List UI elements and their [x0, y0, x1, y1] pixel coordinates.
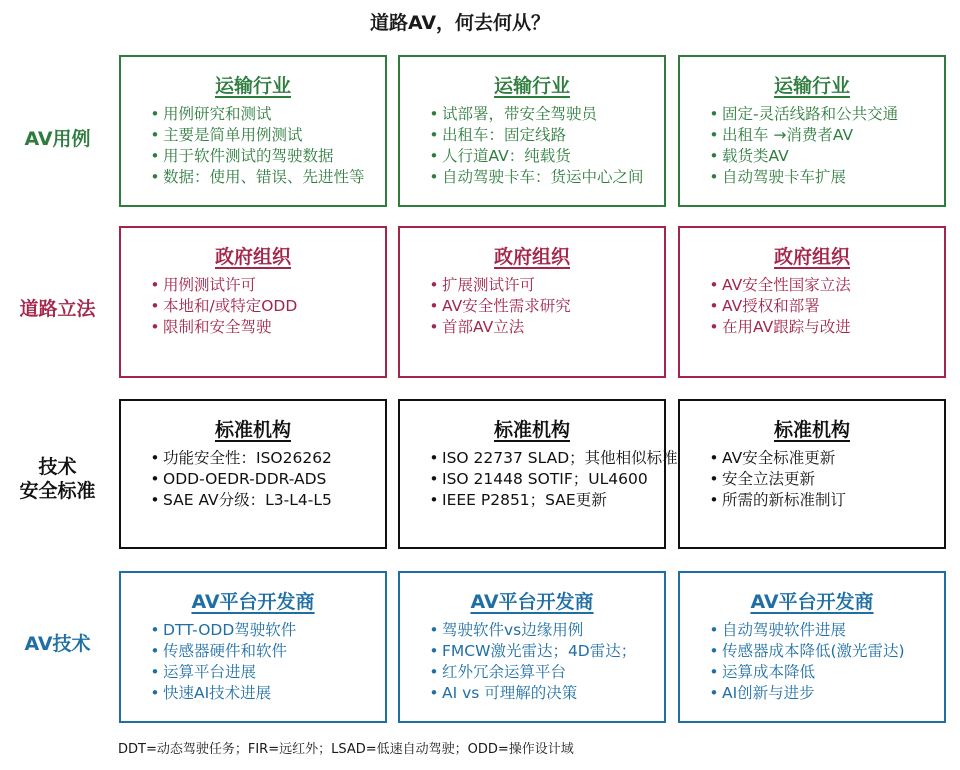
- bullet-list: [680, 104, 944, 188]
- bullet-item: [147, 662, 385, 683]
- bullet-icon: •: [429, 126, 439, 144]
- row-label: 道路立法: [19, 298, 96, 320]
- bullet-text: 功能安全性：ISO26262: [163, 449, 332, 467]
- bullet-text: DTT-ODD驾驶软件: [163, 621, 297, 639]
- bullet-item: [706, 104, 944, 125]
- bullet-text: AV安全标准更新: [722, 449, 836, 467]
- bullet-icon: •: [150, 105, 160, 123]
- bullet-icon: •: [709, 621, 719, 639]
- bullet-icon: •: [709, 126, 719, 144]
- bullet-item: [147, 125, 385, 146]
- bullet-icon: •: [150, 126, 160, 144]
- bullet-list: [121, 104, 385, 188]
- box-heading: 政府组织: [493, 246, 570, 268]
- stage-box: [678, 226, 946, 378]
- stage-box: [398, 399, 678, 549]
- bullet-text: 本地和/或特定ODD: [163, 297, 298, 315]
- bullet-icon: •: [150, 684, 160, 702]
- bullet-icon: •: [150, 621, 160, 639]
- bullet-item: [706, 275, 944, 296]
- stage-box: [119, 399, 387, 549]
- bullet-item: [426, 490, 664, 511]
- bullet-item: [706, 620, 944, 641]
- bullet-text: ODD-OEDR-DDR-ADS: [163, 470, 327, 488]
- box-heading: 政府组织: [773, 246, 850, 268]
- bullet-item: [706, 641, 944, 662]
- bullet-list: [121, 448, 385, 511]
- stage-box: [119, 571, 387, 723]
- bullet-text: 限制和安全驾驶: [163, 318, 272, 336]
- bullet-icon: •: [429, 621, 439, 639]
- bullet-text: ISO 22737 SLAD；其他相似标准: [442, 449, 678, 467]
- bullet-icon: •: [429, 491, 439, 509]
- bullet-icon: •: [709, 318, 719, 336]
- bullet-text: 载货类AV: [722, 147, 789, 165]
- bullet-icon: •: [709, 276, 719, 294]
- box-heading: 政府组织: [214, 246, 291, 268]
- bullet-list: [400, 448, 678, 511]
- bullet-text: 自动驾驶卡车：货运中心之间: [442, 168, 644, 186]
- bullet-text: 快速AI技术进展: [163, 684, 272, 702]
- row-label: AV技术: [24, 633, 91, 655]
- bullet-icon: •: [429, 147, 439, 165]
- row-label: AV用例: [24, 128, 91, 150]
- bullet-icon: •: [429, 168, 439, 186]
- bullet-icon: •: [429, 276, 439, 294]
- bullet-item: [426, 662, 664, 683]
- bullet-item: [426, 448, 678, 469]
- bullet-text: 所需的新标准制订: [722, 491, 847, 509]
- bullet-text: 传感器成本降低(激光雷达): [722, 642, 905, 660]
- bullet-icon: •: [709, 663, 719, 681]
- footnote: DDT=动态驾驶任务；FIR=远红外；LSAD=低速自动驾驶；ODD=操作设计域: [118, 742, 574, 757]
- bullet-list: [400, 275, 664, 338]
- bullet-icon: •: [429, 297, 439, 315]
- bullet-item: [147, 167, 385, 188]
- bullet-icon: •: [429, 470, 439, 488]
- box-heading: 标准机构: [773, 419, 850, 441]
- bullet-text: 出租车 →消费者AV: [722, 126, 854, 144]
- bullet-list: [400, 620, 664, 704]
- bullet-item: [147, 448, 385, 469]
- bullet-item: [426, 620, 664, 641]
- bullet-icon: •: [709, 491, 719, 509]
- bullet-text: AV授权和部署: [722, 297, 820, 315]
- bullet-icon: •: [429, 105, 439, 123]
- stage-box: [398, 226, 666, 378]
- stage-box: [678, 571, 946, 723]
- bullet-icon: •: [150, 491, 160, 509]
- stage-box: [398, 571, 666, 723]
- bullet-icon: •: [709, 684, 719, 702]
- bullet-text: 在用AV跟踪与改进: [722, 318, 851, 336]
- bullet-item: [147, 641, 385, 662]
- bullet-item: [147, 620, 385, 641]
- bullet-text: 运算平台进展: [163, 663, 257, 681]
- box-heading: 运输行业: [493, 75, 570, 97]
- bullet-item: [706, 296, 944, 317]
- bullet-icon: •: [150, 470, 160, 488]
- bullet-icon: •: [709, 470, 719, 488]
- bullet-list: [121, 275, 385, 338]
- bullet-text: 自动驾驶软件进展: [722, 621, 847, 639]
- bullet-icon: •: [429, 318, 439, 336]
- box-heading: AV平台开发商: [470, 591, 594, 613]
- bullet-icon: •: [150, 449, 160, 467]
- bullet-item: [147, 317, 385, 338]
- bullet-icon: •: [150, 663, 160, 681]
- bullet-text: SAE AV分级：L3-L4-L5: [163, 491, 332, 509]
- bullet-list: [680, 620, 944, 704]
- box-heading: AV平台开发商: [191, 591, 315, 613]
- bullet-item: [426, 296, 664, 317]
- row-label-line: 技术: [38, 456, 77, 478]
- bullet-icon: •: [150, 642, 160, 660]
- stage-box: [678, 55, 946, 207]
- bullet-icon: •: [709, 147, 719, 165]
- bullet-text: 主要是简单用例测试: [163, 126, 303, 144]
- bullet-text: 人行道AV：纯载货: [442, 147, 571, 165]
- bullet-text: 驾驶软件vs边缘用例: [442, 621, 584, 639]
- bullet-text: 用例测试许可: [163, 276, 257, 294]
- box-heading: 运输行业: [214, 75, 291, 97]
- bullet-item: [426, 104, 664, 125]
- bullet-text: AI创新与进步: [722, 684, 815, 702]
- bullet-text: 固定-灵活线路和公共交通: [722, 105, 899, 123]
- bullet-item: [147, 490, 385, 511]
- bullet-text: AV安全性国家立法: [722, 276, 851, 294]
- bullet-icon: •: [709, 105, 719, 123]
- bullet-icon: •: [709, 297, 719, 315]
- bullet-item: [706, 125, 944, 146]
- bullet-text: ISO 21448 SOTIF；UL4600: [442, 470, 648, 488]
- bullet-item: [147, 469, 385, 490]
- box-heading: 运输行业: [773, 75, 850, 97]
- bullet-item: [706, 317, 944, 338]
- bullet-icon: •: [429, 684, 439, 702]
- bullet-text: IEEE P2851；SAE更新: [442, 491, 607, 509]
- bullet-item: [706, 683, 944, 704]
- bullet-text: AV安全性需求研究: [442, 297, 571, 315]
- bullet-icon: •: [150, 168, 160, 186]
- bullet-icon: •: [429, 449, 439, 467]
- box-heading: 标准机构: [214, 419, 291, 441]
- stage-box: [119, 226, 387, 378]
- bullet-item: [426, 167, 664, 188]
- box-heading: 标准机构: [493, 419, 570, 441]
- bullet-text: 安全立法更新: [722, 470, 816, 488]
- bullet-text: 传感器硬件和软件: [163, 642, 288, 660]
- bullet-item: [706, 167, 944, 188]
- row-label: [0, 456, 115, 504]
- bullet-item: [147, 146, 385, 167]
- stage-box: [119, 55, 387, 207]
- bullet-icon: •: [709, 168, 719, 186]
- bullet-list: [680, 448, 944, 511]
- bullet-text: 扩展测试许可: [442, 276, 536, 294]
- bullet-item: [426, 125, 664, 146]
- bullet-item: [426, 683, 664, 704]
- bullet-icon: •: [429, 663, 439, 681]
- box-heading: AV平台开发商: [750, 591, 874, 613]
- bullet-list: [680, 275, 944, 338]
- bullet-item: [706, 490, 944, 511]
- bullet-item: [706, 469, 944, 490]
- bullet-text: 红外冗余运算平台: [442, 663, 567, 681]
- bullet-item: [706, 146, 944, 167]
- bullet-item: [147, 296, 385, 317]
- stage-box: [678, 399, 946, 549]
- bullet-icon: •: [709, 449, 719, 467]
- bullet-item: [147, 104, 385, 125]
- stage-box: [398, 55, 666, 207]
- bullet-icon: •: [150, 318, 160, 336]
- bullet-icon: •: [709, 642, 719, 660]
- bullet-list: [400, 104, 664, 188]
- bullet-item: [426, 146, 664, 167]
- bullet-item: [706, 662, 944, 683]
- bullet-text: FMCW激光雷达；4D雷达；: [442, 642, 637, 660]
- bullet-item: [147, 683, 385, 704]
- bullet-text: 运算成本降低: [722, 663, 816, 681]
- bullet-text: 试部署，带安全驾驶员: [442, 105, 598, 123]
- bullet-icon: •: [150, 297, 160, 315]
- bullet-text: 用于软件测试的驾驶数据: [163, 147, 334, 165]
- bullet-icon: •: [429, 642, 439, 660]
- bullet-list: [121, 620, 385, 704]
- bullet-item: [147, 275, 385, 296]
- bullet-text: 数据：使用、错误、先进性等: [163, 168, 365, 186]
- bullet-text: AI vs 可理解的决策: [442, 684, 578, 702]
- bullet-text: 用例研究和测试: [163, 105, 272, 123]
- bullet-item: [426, 275, 664, 296]
- bullet-text: 出租车：固定线路: [442, 126, 567, 144]
- bullet-icon: •: [150, 276, 160, 294]
- row-label-line: 安全标准: [19, 479, 96, 502]
- bullet-text: 首部AV立法: [442, 318, 525, 336]
- bullet-icon: •: [150, 147, 160, 165]
- bullet-item: [426, 641, 664, 662]
- bullet-item: [426, 317, 664, 338]
- page-title: 道路AV，何去何从？: [369, 12, 551, 34]
- bullet-item: [426, 469, 664, 490]
- bullet-text: 自动驾驶卡车扩展: [722, 168, 847, 186]
- bullet-item: [706, 448, 944, 469]
